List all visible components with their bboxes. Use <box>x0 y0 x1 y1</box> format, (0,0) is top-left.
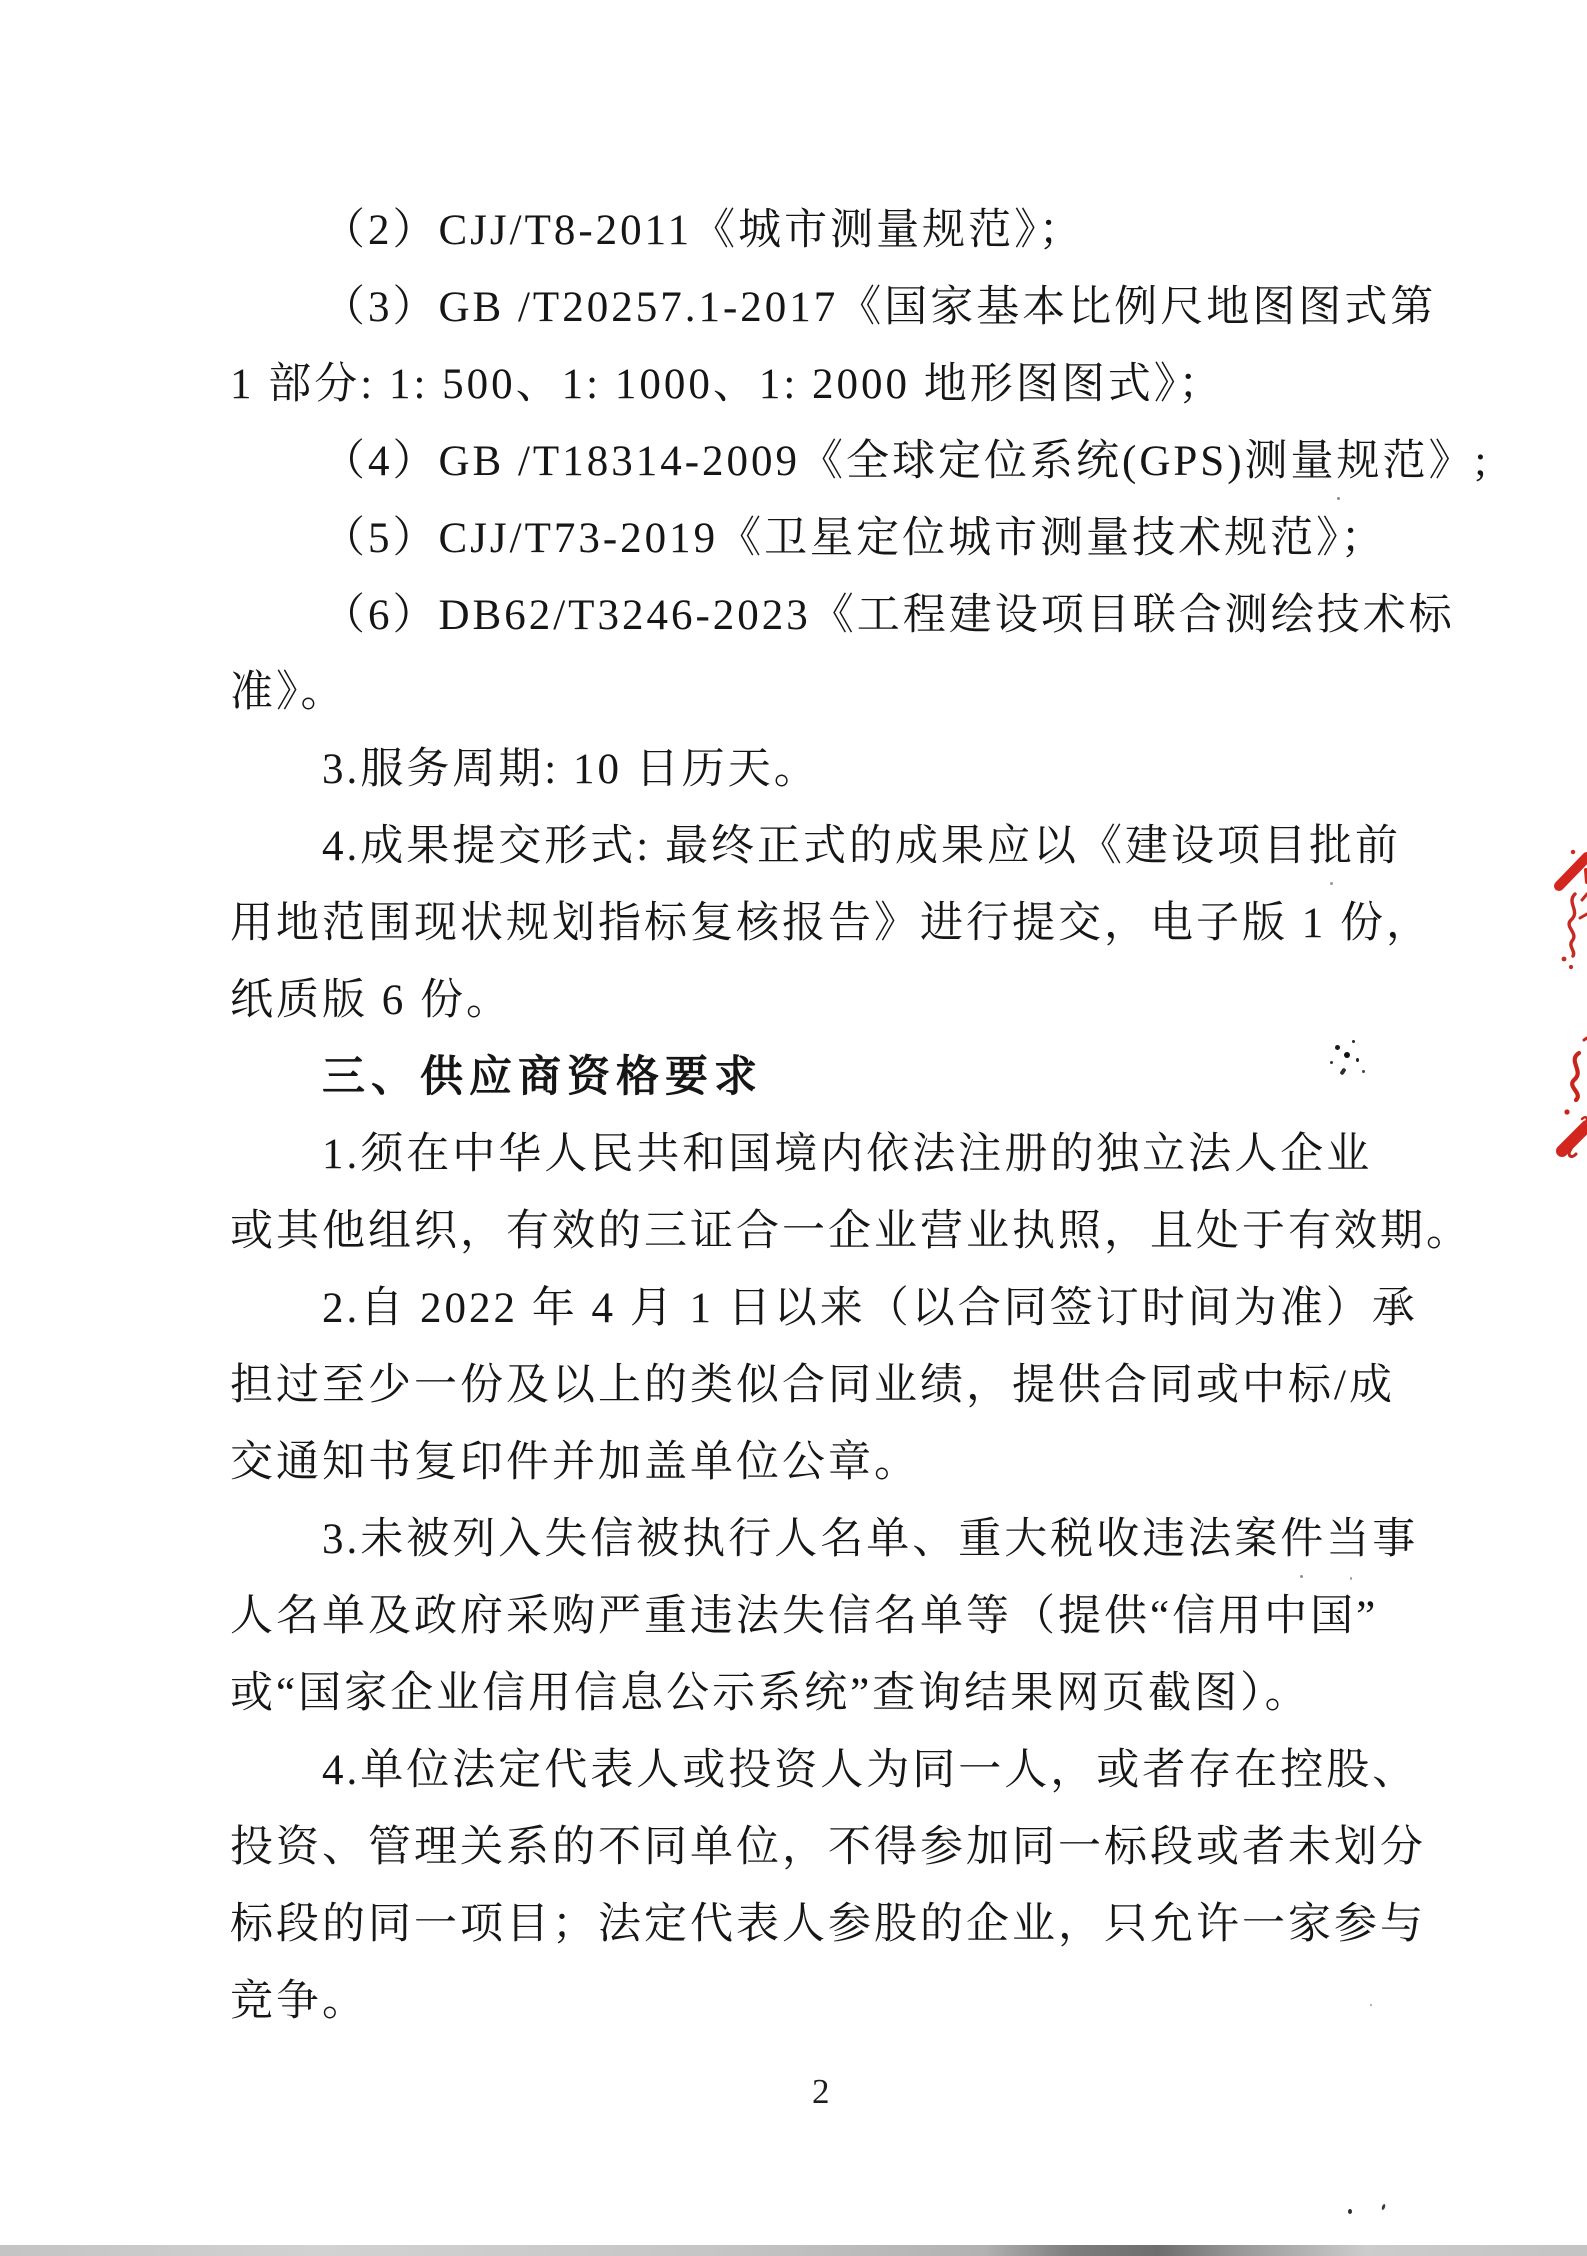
body-line: 或“国家企业信用信息公示系统”查询结果网页截图）。 <box>230 1670 1311 1717</box>
red-ink-annotation <box>1540 840 1587 1170</box>
scan-noise <box>1337 497 1340 500</box>
scan-noise <box>1300 1575 1303 1578</box>
body-line: 3.服务周期: 10 日历天。 <box>322 746 820 793</box>
body-line: 标段的同一项目；法定代表人参股的企业，只允许一家参与 <box>230 1901 1426 1948</box>
body-line: 竞争。 <box>230 1978 368 2025</box>
body-line: （2）CJJ/T8-2011《城市测量规范》； <box>322 207 1085 254</box>
scan-edge-shadow <box>0 2245 1587 2256</box>
body-line: 人名单及政府采购严重违法失信名单等（提供“信用中国” <box>230 1593 1379 1640</box>
body-line: （4）GB /T18314-2009《全球定位系统(GPS)测量规范》; <box>322 438 1490 485</box>
scan-noise <box>1350 1577 1352 1580</box>
body-line: （3）GB /T20257.1-2017《国家基本比例尺地图图式第 <box>322 284 1437 331</box>
body-line: 或其他组织，有效的三证合一企业营业执照，且处于有效期。 <box>230 1208 1472 1255</box>
scan-noise <box>1348 2209 1352 2214</box>
scan-noise <box>1381 2204 1386 2211</box>
scan-noise <box>1370 2004 1372 2006</box>
scan-noise <box>1344 1052 1350 1058</box>
scan-noise <box>1330 1061 1333 1064</box>
body-line: 2.自 2022 年 4 月 1 日以来（以合同签订时间为准）承 <box>322 1285 1418 1332</box>
document-body <box>230 192 1490 2040</box>
page-number: 2 <box>812 2072 830 2111</box>
body-line: 担过至少一份及以上的类似合同业绩，提供合同或中标/成 <box>230 1362 1395 1409</box>
scan-noise <box>1330 882 1333 885</box>
scan-noise <box>1356 1058 1359 1062</box>
body-line: 投资、管理关系的不同单位，不得参加同一标段或者未划分 <box>230 1824 1426 1871</box>
body-line: 4.成果提交形式: 最终正式的成果应以《建设项目批前 <box>322 823 1401 870</box>
body-line: 用地范围现状规划指标复核报告》进行提交，电子版 1 份， <box>230 900 1432 947</box>
body-line: 3.未被列入失信被执行人名单、重大税收违法案件当事 <box>322 1516 1419 1563</box>
body-line: 纸质版 6 份。 <box>230 977 512 1024</box>
section-heading: 三、供应商资格要求 <box>322 1053 763 1101</box>
body-line: 1 部分: 1: 500、1: 1000、1: 2000 地形图图式》； <box>230 361 1225 408</box>
body-line: 准》。 <box>230 669 347 716</box>
body-line: （6）DB62/T3246-2023《工程建设项目联合测绘技术标 <box>322 592 1455 639</box>
body-line: 交通知书复印件并加盖单位公章。 <box>230 1439 920 1486</box>
body-line: 1.须在中华人民共和国境内依法注册的独立法人企业 <box>322 1131 1373 1178</box>
body-line: 4.单位法定代表人或投资人为同一人，或者存在控股、 <box>322 1747 1419 1794</box>
body-line: （5）CJJ/T73-2019《卫星定位城市测量技术规范》； <box>322 515 1387 562</box>
scan-noise <box>1335 1045 1340 1050</box>
scan-noise <box>1362 1070 1365 1073</box>
scan-noise <box>1352 1040 1355 1043</box>
